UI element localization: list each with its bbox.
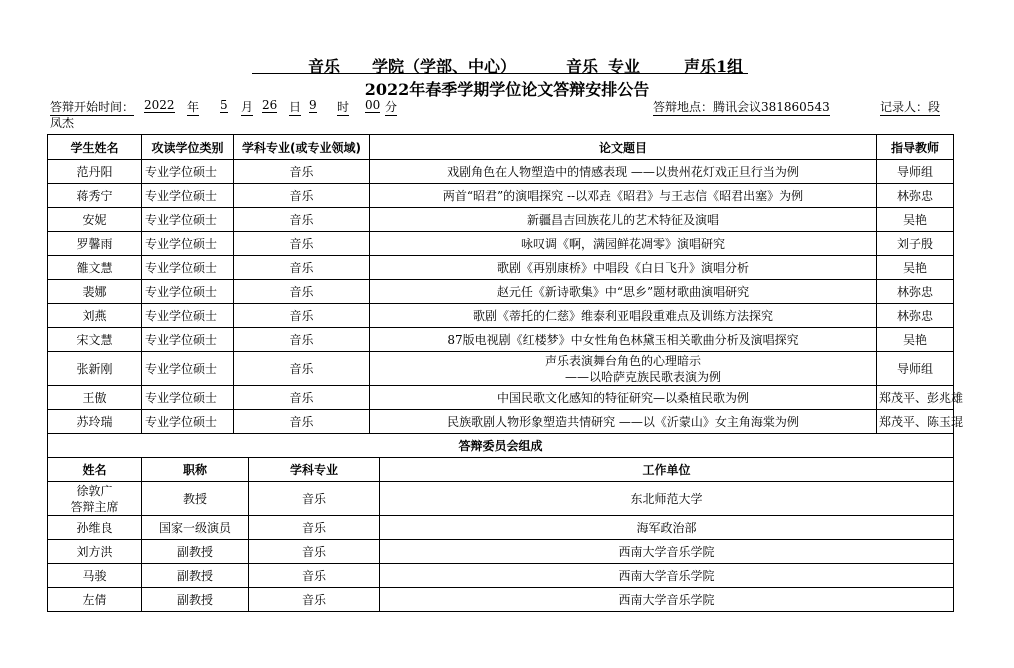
student-name: 张新刚 [48, 352, 142, 386]
table-row [48, 160, 954, 184]
thesis-title: 歌剧《再别康桥》中唱段《白日飞升》演唱分析 [370, 256, 877, 280]
major: 音乐 [234, 410, 370, 434]
member-role: 答辩主席 [70, 499, 119, 514]
recorder-name-rest: 凤杰 [50, 116, 75, 130]
table-row [48, 564, 954, 588]
degree-type: 专业学位硕士 [142, 352, 234, 386]
degree-type: 专业学位硕士 [142, 184, 234, 208]
member-unit: 西南大学音乐学院 [380, 540, 954, 564]
college-suffix: 学院（学部、中心） [372, 57, 517, 76]
start-minute: 00 [365, 98, 381, 112]
degree-type: 专业学位硕士 [142, 328, 234, 352]
start-label: 答辩开始时间： [50, 100, 135, 114]
member-major: 音乐 [249, 540, 380, 564]
students-header-row [48, 135, 954, 160]
table-row [48, 516, 954, 540]
header-member-major: 学科专业 [249, 458, 380, 482]
member-name-line1: 徐敦广 [76, 483, 113, 498]
committee-table [47, 457, 954, 612]
thesis-title: 歌剧《蒂托的仁慈》维泰利亚唱段重难点及训练方法探究 [370, 304, 877, 328]
advisor: 林弥忠 [877, 304, 954, 328]
header-advisor: 指导教师 [877, 135, 954, 160]
table-row [48, 232, 954, 256]
year-unit: 年 [187, 100, 200, 114]
advisor: 郑茂平、陈玉琨 [877, 410, 954, 434]
thesis-title: 咏叹调《啊，满园鲜花凋零》演唱研究 [370, 232, 877, 256]
header-member-name: 姓名 [48, 458, 142, 482]
advisor: 吴艳 [877, 208, 954, 232]
member-major: 音乐 [249, 588, 380, 612]
student-name: 王傲 [48, 386, 142, 410]
table-row [48, 352, 954, 386]
member-major: 音乐 [249, 564, 380, 588]
header-thesis-title: 论文题目 [370, 135, 877, 160]
major: 音乐 [234, 184, 370, 208]
member-title: 副教授 [142, 564, 249, 588]
thesis-title: 赵元任《新诗歌集》中“思乡”题材歌曲演唱研究 [370, 280, 877, 304]
recorder-label: 记录人：段 [880, 100, 941, 114]
degree-type: 专业学位硕士 [142, 160, 234, 184]
major: 音乐 [234, 352, 370, 386]
member-major: 音乐 [249, 516, 380, 540]
table-row [48, 304, 954, 328]
header-degree: 攻读学位类别 [142, 135, 234, 160]
thesis-title: 民族歌剧人物形象塑造共情研究 ——以《沂蒙山》女主角海棠为例 [370, 410, 877, 434]
member-unit: 海军政治部 [380, 516, 954, 540]
header-line [0, 54, 1014, 76]
member-unit: 东北师范大学 [380, 482, 954, 516]
table-row [48, 184, 954, 208]
page-title: 2022年春季学期学位论文答辩安排公告 [364, 80, 650, 99]
advisor: 导师组 [877, 160, 954, 184]
table-row [48, 482, 954, 516]
minute-unit: 分 [385, 100, 398, 114]
college-prefix: 音乐 [308, 57, 341, 76]
student-name: 雒文慧 [48, 256, 142, 280]
table-row [48, 540, 954, 564]
member-name: 左倩 [48, 588, 142, 612]
month-unit: 月 [241, 100, 254, 114]
table-row [48, 588, 954, 612]
degree-type: 专业学位硕士 [142, 386, 234, 410]
thesis-title [370, 352, 877, 386]
thesis-title-line2: ——以哈萨克族民歌表演为例 [564, 369, 721, 384]
advisor: 林弥忠 [877, 184, 954, 208]
thesis-title: 87版电视剧《红楼梦》中女性角色林黛玉相关歌曲分析及演唱探究 [370, 328, 877, 352]
member-name [48, 482, 142, 516]
advisor: 郑茂平、彭兆雄 [877, 386, 954, 410]
member-name: 孙维良 [48, 516, 142, 540]
member-title: 副教授 [142, 540, 249, 564]
header-underline [252, 73, 748, 74]
hour-unit: 时 [337, 100, 350, 114]
group-name: 声乐1组 [684, 57, 744, 76]
major: 音乐 [234, 304, 370, 328]
degree-type: 专业学位硕士 [142, 256, 234, 280]
advisor: 刘子殷 [877, 232, 954, 256]
major: 音乐 [234, 280, 370, 304]
degree-type: 专业学位硕士 [142, 232, 234, 256]
thesis-title-line1: 声乐表演舞台角色的心理暗示 [544, 353, 701, 368]
thesis-title: 戏剧角色在人物塑造中的情感表现 ——以贵州花灯戏正旦行当为例 [370, 160, 877, 184]
header-major: 学科专业(或专业领域) [234, 135, 370, 160]
student-name: 宋文慧 [48, 328, 142, 352]
student-name: 范丹阳 [48, 160, 142, 184]
header-student-name: 学生姓名 [48, 135, 142, 160]
start-day: 26 [262, 98, 278, 112]
member-title: 教授 [142, 482, 249, 516]
student-name: 罗馨雨 [48, 232, 142, 256]
table-row [48, 328, 954, 352]
major: 音乐 [234, 328, 370, 352]
header-member-title: 职称 [142, 458, 249, 482]
thesis-title: 新疆昌吉回族花儿的艺术特征及演唱 [370, 208, 877, 232]
major-suffix: 专业 [608, 57, 641, 76]
major-prefix: 音乐 [566, 57, 599, 76]
member-title: 副教授 [142, 588, 249, 612]
table-row [48, 386, 954, 410]
day-unit: 日 [289, 100, 302, 114]
degree-type: 专业学位硕士 [142, 208, 234, 232]
advisor: 吴艳 [877, 256, 954, 280]
member-major: 音乐 [249, 482, 380, 516]
student-name: 苏玲瑞 [48, 410, 142, 434]
committee-header-row [48, 458, 954, 482]
table-row [48, 410, 954, 434]
start-year: 2022 [144, 98, 175, 112]
degree-type: 专业学位硕士 [142, 410, 234, 434]
committee-section-row [48, 434, 954, 458]
degree-type: 专业学位硕士 [142, 280, 234, 304]
students-table [47, 134, 964, 458]
advisor: 吴艳 [877, 328, 954, 352]
major: 音乐 [234, 232, 370, 256]
member-name: 马骏 [48, 564, 142, 588]
thesis-title: 两首“昭君”的演唱探究 --以邓垚《昭君》与王志信《昭君出塞》为例 [370, 184, 877, 208]
advisor: 林弥忠 [877, 280, 954, 304]
committee-section-title: 答辩委员会组成 [48, 434, 954, 458]
start-month: 5 [220, 98, 228, 112]
member-title: 国家一级演员 [142, 516, 249, 540]
member-unit: 西南大学音乐学院 [380, 588, 954, 612]
major: 音乐 [234, 208, 370, 232]
student-name: 裴娜 [48, 280, 142, 304]
advisor: 导师组 [877, 352, 954, 386]
degree-type: 专业学位硕士 [142, 304, 234, 328]
location: 答辩地点：腾讯会议381860543 [653, 100, 830, 114]
header-member-unit: 工作单位 [380, 458, 954, 482]
thesis-title: 中国民歌文化感知的特征研究—以桑植民歌为例 [370, 386, 877, 410]
student-name: 蒋秀宁 [48, 184, 142, 208]
major: 音乐 [234, 256, 370, 280]
start-hour: 9 [309, 98, 317, 112]
member-name: 刘方洪 [48, 540, 142, 564]
table-row [48, 256, 954, 280]
student-name: 安妮 [48, 208, 142, 232]
major: 音乐 [234, 386, 370, 410]
table-row [48, 208, 954, 232]
major: 音乐 [234, 160, 370, 184]
table-row [48, 280, 954, 304]
student-name: 刘燕 [48, 304, 142, 328]
member-unit: 西南大学音乐学院 [380, 564, 954, 588]
